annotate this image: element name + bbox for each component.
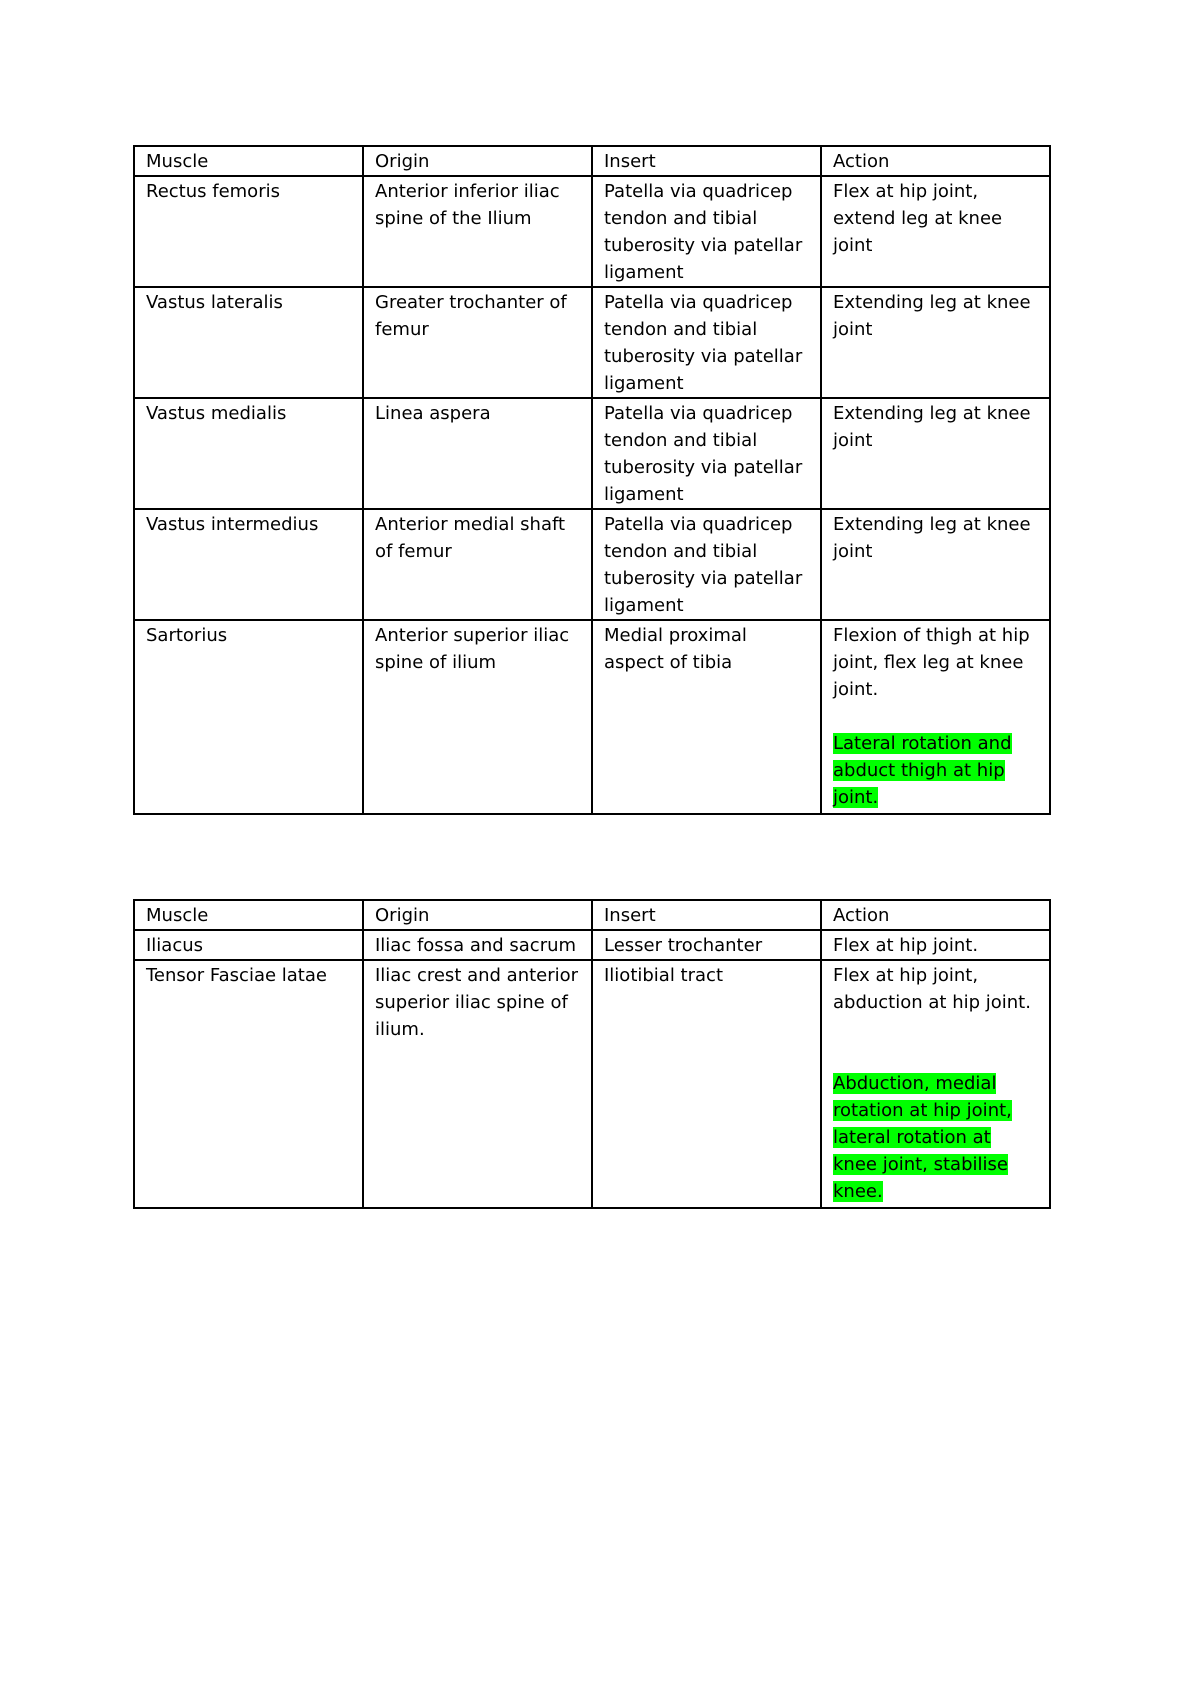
insert-cell: Lesser trochanter bbox=[592, 930, 821, 960]
table-row bbox=[134, 930, 1050, 960]
muscle-table-1 bbox=[133, 145, 1051, 815]
table-row bbox=[134, 287, 1050, 398]
header-muscle: Muscle bbox=[134, 900, 363, 930]
muscle-cell: Tensor Fasciae latae bbox=[134, 960, 363, 1208]
insert-cell: Patella via quadricep tendon and tibial tuberosity via patellar ligament bbox=[592, 398, 821, 509]
insert-cell: Patella via quadricep tendon and tibial tuberosity via patellar ligament bbox=[592, 287, 821, 398]
action-cell bbox=[821, 960, 1050, 1208]
table-header-row bbox=[134, 900, 1050, 930]
origin-cell: Anterior superior iliac spine of ilium bbox=[363, 620, 592, 814]
table-row bbox=[134, 398, 1050, 509]
header-muscle: Muscle bbox=[134, 146, 363, 176]
insert-cell: Iliotibial tract bbox=[592, 960, 821, 1208]
header-insert: Insert bbox=[592, 900, 821, 930]
muscle-table-2 bbox=[133, 899, 1051, 1209]
table-row bbox=[134, 176, 1050, 287]
action-text: Flex at hip joint, abduction at hip joint. bbox=[833, 965, 1031, 1013]
action-cell: Extending leg at knee joint bbox=[821, 287, 1050, 398]
insert-cell: Medial proximal aspect of tibia bbox=[592, 620, 821, 814]
origin-cell: Anterior inferior iliac spine of the Ilium bbox=[363, 176, 592, 287]
action-text: Flexion of thigh at hip joint, flex leg at knee joint. bbox=[833, 625, 1030, 700]
note-spacer bbox=[833, 1016, 1039, 1070]
table-row bbox=[134, 509, 1050, 620]
action-cell: Extending leg at knee joint bbox=[821, 398, 1050, 509]
origin-cell: Iliac crest and anterior superior iliac spine of ilium. bbox=[363, 960, 592, 1208]
table-header-row bbox=[134, 146, 1050, 176]
highlighted-note: Lateral rotation and abduct thigh at hip joint. bbox=[833, 733, 1012, 808]
muscle-cell: Vastus lateralis bbox=[134, 287, 363, 398]
table-row bbox=[134, 620, 1050, 814]
origin-cell: Linea aspera bbox=[363, 398, 592, 509]
muscle-cell: Iliacus bbox=[134, 930, 363, 960]
highlighted-note: Abduction, medial rotation at hip joint, lateral rotation at knee joint, stabilise knee. bbox=[833, 1073, 1012, 1202]
action-cell: Extending leg at knee joint bbox=[821, 509, 1050, 620]
header-origin: Origin bbox=[363, 900, 592, 930]
action-cell bbox=[821, 620, 1050, 814]
insert-cell: Patella via quadricep tendon and tibial tuberosity via patellar ligament bbox=[592, 176, 821, 287]
muscle-cell: Vastus intermedius bbox=[134, 509, 363, 620]
action-cell: Flex at hip joint, extend leg at knee joint bbox=[821, 176, 1050, 287]
header-origin: Origin bbox=[363, 146, 592, 176]
header-insert: Insert bbox=[592, 146, 821, 176]
muscle-cell: Rectus femoris bbox=[134, 176, 363, 287]
action-cell: Flex at hip joint. bbox=[821, 930, 1050, 960]
origin-cell: Iliac fossa and sacrum bbox=[363, 930, 592, 960]
header-action: Action bbox=[821, 900, 1050, 930]
origin-cell: Anterior medial shaft of femur bbox=[363, 509, 592, 620]
origin-cell: Greater trochanter of femur bbox=[363, 287, 592, 398]
header-action: Action bbox=[821, 146, 1050, 176]
insert-cell: Patella via quadricep tendon and tibial tuberosity via patellar ligament bbox=[592, 509, 821, 620]
muscle-cell: Vastus medialis bbox=[134, 398, 363, 509]
muscle-cell: Sartorius bbox=[134, 620, 363, 814]
table-row bbox=[134, 960, 1050, 1208]
note-spacer bbox=[833, 703, 1039, 730]
